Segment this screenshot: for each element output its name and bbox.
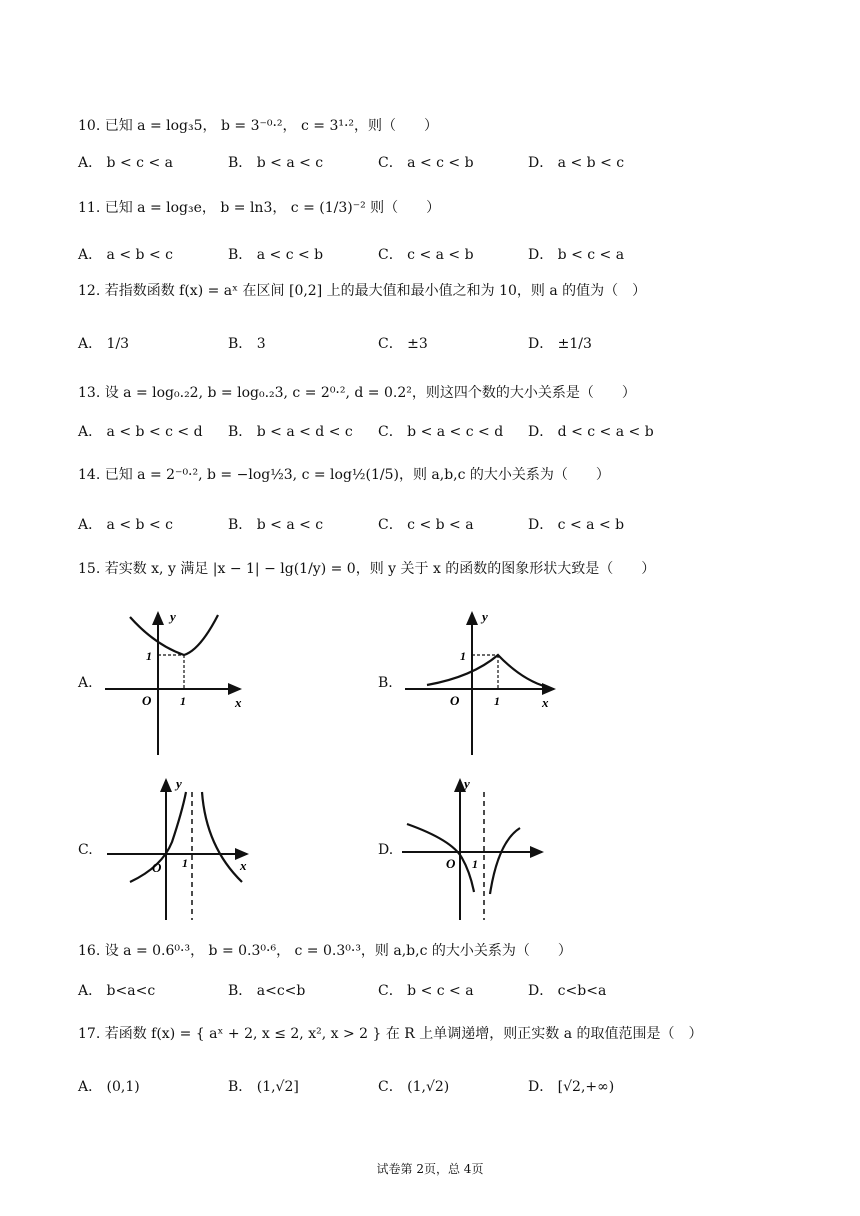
graph-d-label[interactable]: D. <box>378 842 394 858</box>
graph-a <box>100 605 250 760</box>
question-13-option-b[interactable]: B． b < a < d < c <box>228 424 353 440</box>
graph-c-x-label: x <box>240 858 247 873</box>
question-10-option-a[interactable]: A． b < c < a <box>78 155 173 171</box>
graph-c <box>102 772 254 922</box>
question-13-stem: 13. 设 a = log₀.₂2, b = log₀.₂3, c = 2⁰·², d = 0.2²，则这四个数的大小关系是（ ） <box>78 385 636 401</box>
question-13-option-d[interactable]: D． d < c < a < b <box>528 424 654 440</box>
question-10-option-d[interactable]: D． a < b < c <box>528 155 625 171</box>
question-10-options <box>78 152 778 176</box>
question-12-options <box>78 333 778 357</box>
graph-c-origin: O <box>152 860 162 875</box>
question-16-option-d[interactable]: D． c<b<a <box>528 983 607 999</box>
question-12-option-c[interactable]: C． ±3 <box>378 336 428 352</box>
graph-a-label[interactable]: A. <box>78 675 93 691</box>
graph-b-curve <box>427 655 547 687</box>
question-17-option-a[interactable]: A． (0,1) <box>78 1079 140 1095</box>
graph-d-curve-left <box>407 824 474 892</box>
graph-c-label[interactable]: C. <box>78 842 93 858</box>
question-14-options <box>78 514 778 538</box>
page-footer: 试卷第 2页，总 4页 <box>376 1162 484 1176</box>
question-16-option-c[interactable]: C． b < c < a <box>378 983 474 999</box>
question-13-options <box>78 421 778 445</box>
graph-a-one-x: 1 <box>180 694 186 708</box>
question-16-option-a[interactable]: A． b<a<c <box>78 983 156 999</box>
question-10-stem: 10. 已知 a = log₃5， b = 3⁻⁰·²， c = 3¹·²，则（ ） <box>78 118 439 134</box>
graph-b-origin: O <box>450 693 460 708</box>
question-11-option-d[interactable]: D． b < c < a <box>528 247 625 263</box>
graph-a-x-label: x <box>235 695 242 710</box>
question-12-option-b[interactable]: B． 3 <box>228 336 266 352</box>
question-14-option-c[interactable]: C． c < b < a <box>378 517 474 533</box>
question-17-option-d[interactable]: D． [√2,+∞) <box>528 1079 615 1095</box>
question-11-option-a[interactable]: A． a < b < c <box>78 247 173 263</box>
graph-c-one: 1 <box>182 856 188 870</box>
question-11-options <box>78 244 778 268</box>
graph-d-origin: O <box>446 856 456 871</box>
graph-a-y-label: y <box>170 609 176 624</box>
question-17-stem: 17. 若函数 f(x) = { aˣ + 2, x ≤ 2, x², x > 2 } 在 R 上单调递增，则正实数 a 的取值范围是（ ） <box>78 1026 703 1042</box>
question-16-options <box>78 980 778 1004</box>
graph-d-curve-right <box>490 828 520 894</box>
graph-b-label[interactable]: B. <box>378 675 393 691</box>
graph-c-y-label: y <box>176 776 182 791</box>
graph-b-one-x: 1 <box>494 694 500 708</box>
graph-b <box>402 605 562 760</box>
question-14-option-b[interactable]: B． b < a < c <box>228 517 324 533</box>
graph-a-one-y: 1 <box>146 649 152 663</box>
question-12-option-a[interactable]: A． 1/3 <box>78 336 130 352</box>
question-10-option-b[interactable]: B． b < a < c <box>228 155 324 171</box>
question-12-stem: 12. 若指数函数 f(x) = aˣ 在区间 [0,2] 上的最大值和最小值之和为 10，则 a 的值为（ ） <box>78 283 647 299</box>
question-14-option-d[interactable]: D． c < a < b <box>528 517 625 533</box>
graph-d-one: 1 <box>472 857 478 871</box>
question-15-stem: 15. 若实数 x, y 满足 |x − 1| − lg(1/y) = 0，则 y 关于 x 的函数的图象形状大致是（ ） <box>78 561 656 577</box>
question-16-stem: 16. 设 a = 0.6⁰·³， b = 0.3⁰·⁶， c = 0.3⁰·³，则 a,b,c 的大小关系为（ ） <box>78 943 572 959</box>
question-11-stem: 11. 已知 a = log₃e， b = ln3， c = (1/3)⁻² 则（ ） <box>78 200 441 216</box>
graph-d <box>402 772 552 922</box>
question-13-option-c[interactable]: C． b < a < c < d <box>378 424 504 440</box>
graph-b-x-label: x <box>542 695 549 710</box>
question-13-option-a[interactable]: A． a < b < c < d <box>78 424 203 440</box>
graph-c-curve-right <box>202 792 242 882</box>
question-17-option-b[interactable]: B． (1,√2] <box>228 1079 299 1095</box>
graph-a-origin: O <box>142 693 152 708</box>
question-11-option-b[interactable]: B． a < c < b <box>228 247 324 263</box>
question-17-options <box>78 1076 778 1100</box>
question-10-option-c[interactable]: C． a < c < b <box>378 155 474 171</box>
question-12-option-d[interactable]: D． ±1/3 <box>528 336 592 352</box>
graph-d-y-label: y <box>464 776 470 791</box>
question-16-option-b[interactable]: B． a<c<b <box>228 983 306 999</box>
question-17-option-c[interactable]: C． (1,√2) <box>378 1079 450 1095</box>
question-14-stem: 14. 已知 a = 2⁻⁰·², b = −log½3, c = log½(1/5)，则 a,b,c 的大小关系为（ ） <box>78 467 610 483</box>
question-14-option-a[interactable]: A． a < b < c <box>78 517 173 533</box>
graph-b-one-y: 1 <box>460 649 466 663</box>
question-11-option-c[interactable]: C． c < a < b <box>378 247 474 263</box>
graph-b-y-label: y <box>482 609 488 624</box>
